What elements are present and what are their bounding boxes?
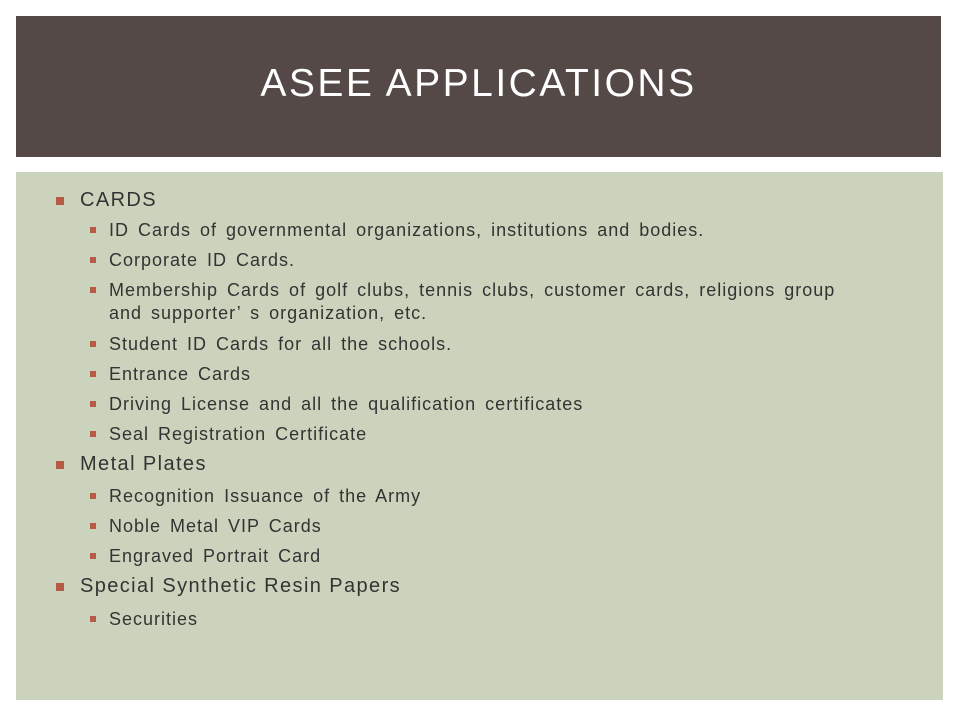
square-bullet-icon xyxy=(90,257,96,263)
list-item: Student ID Cards for all the schools. xyxy=(90,333,452,356)
square-bullet-icon xyxy=(90,523,96,529)
list-item: Entrance Cards xyxy=(90,363,251,386)
square-bullet-icon xyxy=(90,371,96,377)
square-bullet-icon xyxy=(90,287,96,293)
list-item: Membership Cards of golf clubs, tennis clubs, customer cards, religions group and supporter’ s organization, etc. xyxy=(90,279,849,325)
list-item: Seal Registration Certificate xyxy=(90,423,367,446)
section-heading-cards: CARDS xyxy=(56,189,157,212)
list-item: Engraved Portrait Card xyxy=(90,545,321,568)
square-bullet-icon xyxy=(56,461,64,469)
title-bar xyxy=(16,16,941,157)
list-item: Corporate ID Cards. xyxy=(90,249,295,272)
content-panel xyxy=(16,172,943,700)
square-bullet-icon xyxy=(90,493,96,499)
slide-title: ASEE APPLICATIONS xyxy=(260,61,697,105)
list-item: Noble Metal VIP Cards xyxy=(90,515,322,538)
section-heading-metal-plates: Metal Plates xyxy=(56,453,207,476)
square-bullet-icon xyxy=(90,341,96,347)
square-bullet-icon xyxy=(56,583,64,591)
square-bullet-icon xyxy=(90,553,96,559)
square-bullet-icon xyxy=(90,227,96,233)
section-heading-special-synthetic-resin-papers: Special Synthetic Resin Papers xyxy=(56,575,401,598)
list-item: Driving License and all the qualification certificates xyxy=(90,393,583,416)
square-bullet-icon xyxy=(56,197,64,205)
list-item: Securities xyxy=(90,608,198,631)
square-bullet-icon xyxy=(90,616,96,622)
list-item: Recognition Issuance of the Army xyxy=(90,485,421,508)
square-bullet-icon xyxy=(90,431,96,437)
list-item: ID Cards of governmental organizations, institutions and bodies. xyxy=(90,219,849,242)
square-bullet-icon xyxy=(90,401,96,407)
